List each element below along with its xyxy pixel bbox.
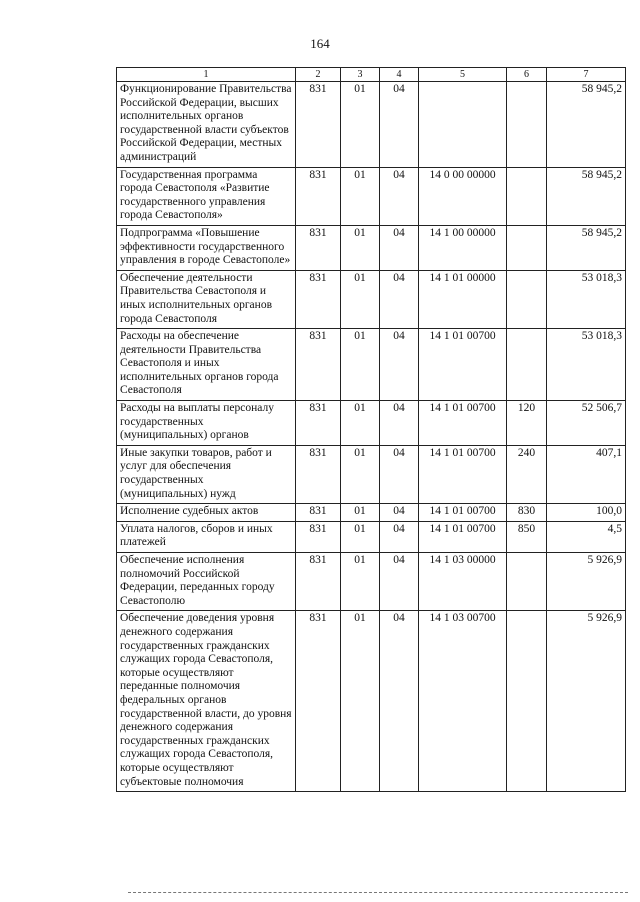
row-section: 01 <box>341 329 380 401</box>
row-admin-code: 831 <box>296 270 341 328</box>
table-row <box>117 270 626 328</box>
row-target-article <box>419 82 507 168</box>
row-name: Исполнение судебных актов <box>117 504 296 522</box>
row-subsection: 04 <box>380 167 419 225</box>
row-target-article: 14 1 01 00700 <box>419 445 507 503</box>
table-row <box>117 401 626 446</box>
row-target-article: 14 1 01 00700 <box>419 504 507 522</box>
header-col-3: 3 <box>341 68 380 82</box>
header-col-4: 4 <box>380 68 419 82</box>
row-admin-code: 831 <box>296 521 341 552</box>
row-section: 01 <box>341 504 380 522</box>
row-target-article: 14 1 01 00700 <box>419 401 507 446</box>
row-admin-code: 831 <box>296 329 341 401</box>
table-row <box>117 225 626 270</box>
row-name: Функционирование Правительства Российской Федерации, высших исполнительных органов государственной власти субъектов Российской Федерации, местных администраций <box>117 82 296 168</box>
row-admin-code: 831 <box>296 167 341 225</box>
row-amount: 5 926,9 <box>547 611 626 792</box>
row-expense-type: 830 <box>507 504 547 522</box>
row-subsection: 04 <box>380 225 419 270</box>
row-name: Обеспечение доведения уровня денежного содержания государственных гражданских служащих города Севастополя, которые осуществляют переданные полномочия федеральных органов государственной власти, до уровня денежного содержания государственных гражданских служащих города Севастополя, которые осуществляют субъектовые полномочия <box>117 611 296 792</box>
row-target-article: 14 1 03 00000 <box>419 553 507 611</box>
row-name: Уплата налогов, сборов и иных платежей <box>117 521 296 552</box>
row-target-article: 14 1 01 00700 <box>419 521 507 552</box>
header-col-2: 2 <box>296 68 341 82</box>
row-subsection: 04 <box>380 329 419 401</box>
row-subsection: 04 <box>380 521 419 552</box>
row-amount: 53 018,3 <box>547 329 626 401</box>
row-admin-code: 831 <box>296 82 341 168</box>
row-target-article: 14 0 00 00000 <box>419 167 507 225</box>
header-col-6: 6 <box>507 68 547 82</box>
row-amount: 100,0 <box>547 504 626 522</box>
row-target-article: 14 1 01 00700 <box>419 329 507 401</box>
table-header-row <box>117 68 626 82</box>
header-col-5: 5 <box>419 68 507 82</box>
table-row <box>117 504 626 522</box>
row-amount: 52 506,7 <box>547 401 626 446</box>
table-row <box>117 82 626 168</box>
row-expense-type <box>507 225 547 270</box>
row-amount: 5 926,9 <box>547 553 626 611</box>
scan-edge-divider <box>128 892 628 893</box>
row-expense-type <box>507 611 547 792</box>
table-row <box>117 445 626 503</box>
row-subsection: 04 <box>380 401 419 446</box>
row-expense-type <box>507 553 547 611</box>
row-expense-type: 850 <box>507 521 547 552</box>
row-admin-code: 831 <box>296 553 341 611</box>
row-expense-type <box>507 270 547 328</box>
row-subsection: 04 <box>380 270 419 328</box>
row-name: Подпрограмма «Повышение эффективности государственного управления в городе Севастополе» <box>117 225 296 270</box>
table-row <box>117 167 626 225</box>
row-subsection: 04 <box>380 504 419 522</box>
row-subsection: 04 <box>380 553 419 611</box>
row-amount: 4,5 <box>547 521 626 552</box>
page-number: 164 <box>310 36 330 51</box>
row-section: 01 <box>341 270 380 328</box>
row-name: Государственная программа города Севастополя «Развитие государственного управления города Севастополя» <box>117 167 296 225</box>
row-section: 01 <box>341 82 380 168</box>
row-target-article: 14 1 00 00000 <box>419 225 507 270</box>
header-col-7: 7 <box>547 68 626 82</box>
row-subsection: 04 <box>380 611 419 792</box>
row-amount: 58 945,2 <box>547 225 626 270</box>
row-section: 01 <box>341 611 380 792</box>
row-section: 01 <box>341 401 380 446</box>
budget-table <box>116 67 626 792</box>
row-expense-type <box>507 167 547 225</box>
row-section: 01 <box>341 553 380 611</box>
row-amount: 58 945,2 <box>547 82 626 168</box>
row-admin-code: 831 <box>296 225 341 270</box>
row-section: 01 <box>341 225 380 270</box>
row-admin-code: 831 <box>296 504 341 522</box>
row-name: Расходы на выплаты персоналу государственных (муниципальных) органов <box>117 401 296 446</box>
row-amount: 53 018,3 <box>547 270 626 328</box>
row-subsection: 04 <box>380 82 419 168</box>
row-section: 01 <box>341 167 380 225</box>
row-admin-code: 831 <box>296 445 341 503</box>
row-name: Иные закупки товаров, работ и услуг для обеспечения государственных (муниципальных) нужд <box>117 445 296 503</box>
table-row <box>117 553 626 611</box>
table-row <box>117 611 626 792</box>
row-name: Обеспечение исполнения полномочий Российской Федерации, переданных городу Севастополю <box>117 553 296 611</box>
row-admin-code: 831 <box>296 401 341 446</box>
table-row <box>117 521 626 552</box>
row-section: 01 <box>341 445 380 503</box>
row-expense-type <box>507 329 547 401</box>
row-target-article: 14 1 01 00000 <box>419 270 507 328</box>
row-expense-type <box>507 82 547 168</box>
row-target-article: 14 1 03 00700 <box>419 611 507 792</box>
row-expense-type: 120 <box>507 401 547 446</box>
row-subsection: 04 <box>380 445 419 503</box>
row-name: Обеспечение деятельности Правительства Севастополя и иных исполнительных органов города Севастополя <box>117 270 296 328</box>
row-section: 01 <box>341 521 380 552</box>
header-col-1: 1 <box>117 68 296 82</box>
row-name: Расходы на обеспечение деятельности Правительства Севастополя и иных исполнительных органов города Севастополя <box>117 329 296 401</box>
row-amount: 58 945,2 <box>547 167 626 225</box>
row-expense-type: 240 <box>507 445 547 503</box>
row-admin-code: 831 <box>296 611 341 792</box>
row-amount: 407,1 <box>547 445 626 503</box>
table-row <box>117 329 626 401</box>
